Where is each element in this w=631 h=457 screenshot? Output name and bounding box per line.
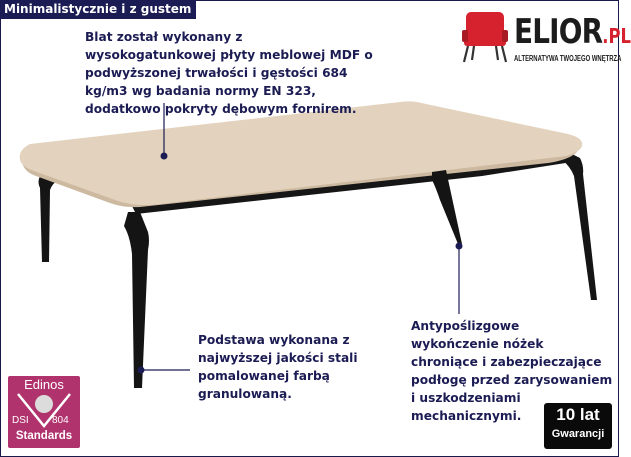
base-description [198,331,358,403]
edinos-dsi: DSI [12,415,29,426]
tabletop-description [85,28,373,118]
callout-dot-top [161,153,168,160]
description-line: chroniące i zabezpieczające [411,355,602,369]
description-line: Podstawa wykonana z [198,333,350,347]
table-leg-front-right [432,170,462,244]
description-line: i uszkodzeniami [411,391,521,405]
description-line: podwyższonej trwałości i gęstości 684 [85,66,348,80]
table-leg-back-right [562,152,597,300]
description-line: Antypoślizgowe [411,319,520,333]
table-leg-front-left [124,212,149,388]
edinos-number: 804 [52,415,69,426]
brand-name: ELIOR.PL [514,12,631,52]
description-line: podłogę przed zarysowaniem [411,373,613,387]
description-line: pomalowanej farbą [198,369,330,383]
description-line: Blat został wykonany z [85,30,243,44]
description-line: mechanicznymi. [411,409,522,423]
callout-dot-base [138,367,145,374]
edinos-badge [8,376,80,448]
chair-icon [458,10,512,64]
brand-tagline: ALTERNATYWA TWOJEGO WNĘTRZA [514,54,622,63]
warranty-label: Gwarancji [551,428,605,440]
description-line: dodatkowo pokryty dębowym fornirem. [85,102,357,116]
brand-logo [458,10,631,68]
description-line: wysokogatunkowej płyty meblowej MDF o [85,48,373,62]
description-line: kg/m3 wg badania normy EN 323, [85,84,316,98]
edinos-title: Edinos [24,377,64,392]
description-line: wykończenie nóżek [411,337,544,351]
edinos-subtitle: Standards [15,430,73,442]
description-line: najwyższej jakości stali [198,351,358,365]
description-line: granulowaną. [198,387,292,401]
page-title: Minimalistycznie i z gustem [0,0,196,19]
warranty-badge [544,403,612,449]
warranty-years: 10 lat [556,405,600,424]
table-leg-back-left [39,170,59,262]
callout-dot-feet [456,243,463,250]
